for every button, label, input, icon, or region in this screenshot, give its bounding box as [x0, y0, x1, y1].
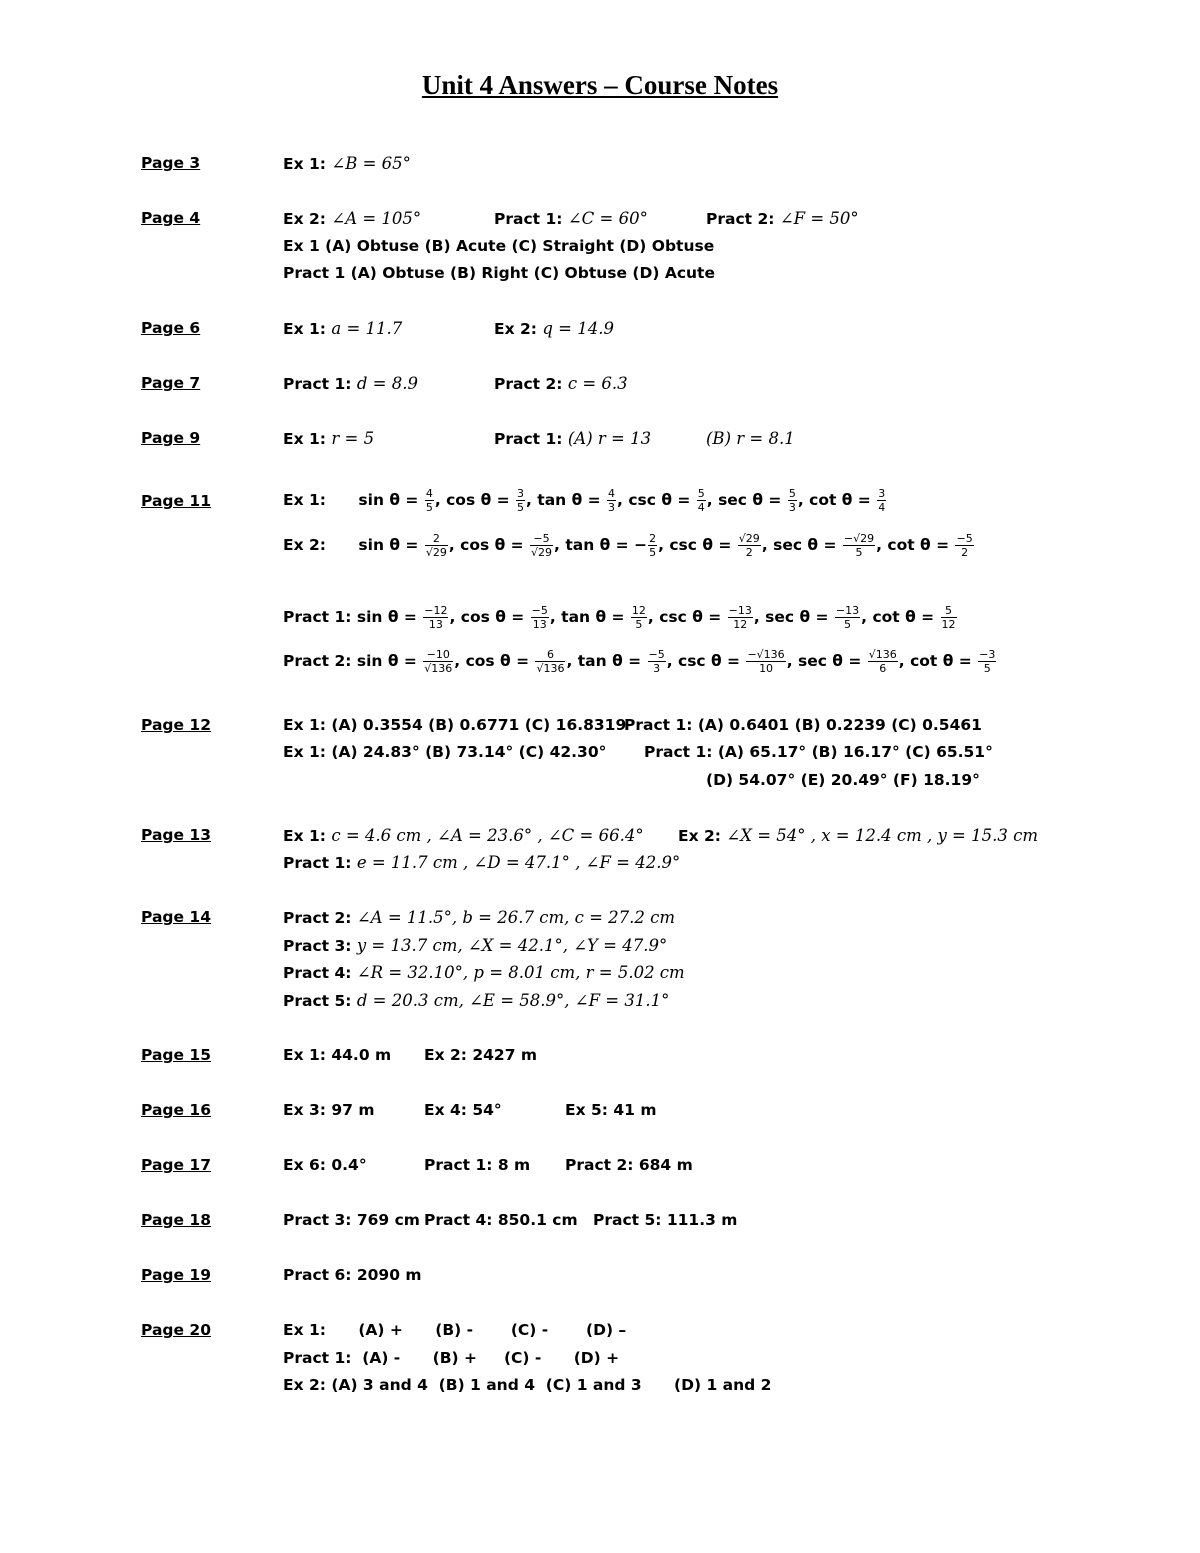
- answer-line: Pract 1: (A) 65.17° (B) 16.17° (C) 65.51°: [644, 743, 993, 761]
- answer-line: Pract 2: c = 6.3: [494, 374, 628, 393]
- answer-line: Ex 1: 44.0 m: [283, 1046, 392, 1064]
- answer-line: Ex 6: 0.4°: [283, 1156, 367, 1174]
- answer-line: Ex 2: ∠A = 105°: [283, 209, 422, 228]
- trig-row-pract2: Pract 2: sin θ = $\frac{-10}{√136}$ , cos θ = $\frac{6}{√136}$ , tan θ = $\frac{-5}{3}$ , csc θ = $\frac{-√136}{10}$ , sec θ = $\frac{√136}{6}$ , cot θ = $\frac{-3}{5}$: [283, 648, 996, 675]
- answer-line: Pract 4: ∠R = 32.10°, p = 8.01 cm, r = 5.02 cm: [283, 963, 685, 982]
- page-label: Page 12: [141, 716, 211, 734]
- answer-line: Pract 5: d = 20.3 cm, ∠E = 58.9°, ∠F = 31.1°: [283, 991, 670, 1010]
- fraction: $\frac{2}{√29}$: [425, 532, 447, 559]
- answer-line: Ex 1: (A) 24.83° (B) 73.14° (C) 42.30°: [283, 743, 607, 761]
- answer-line: Pract 3: 769 cm: [283, 1211, 420, 1229]
- answer-line: Pract 2: 684 m: [565, 1156, 693, 1174]
- answer-line: Ex 5: 41 m: [565, 1101, 657, 1119]
- answer-line: Ex 2: q = 14.9: [494, 319, 614, 338]
- fraction: $\frac{-√29}{5}$: [843, 532, 875, 559]
- page-label: Page 15: [141, 1046, 211, 1064]
- answer-line: Pract 3: y = 13.7 cm, ∠X = 42.1°, ∠Y = 47.9°: [283, 936, 668, 955]
- answer-line: Pract 1: (A) r = 13: [494, 429, 652, 448]
- page-label: Page 16: [141, 1101, 211, 1119]
- fraction: $\frac{4}{5}$: [425, 487, 433, 514]
- page-label: Page 18: [141, 1211, 211, 1229]
- answer-line: Ex 1: ∠B = 65°: [283, 154, 411, 173]
- page-label: Page 7: [141, 374, 201, 392]
- answer-line: Ex 4: 54°: [424, 1101, 502, 1119]
- fraction: $\frac{3}{4}$: [878, 487, 886, 514]
- answer-line: Ex 1: r = 5: [283, 429, 375, 448]
- fraction: $\frac{-12}{13}$: [424, 604, 448, 631]
- answer-line: Ex 1: c = 4.6 cm , ∠A = 23.6° , ∠C = 66.4°: [283, 826, 644, 845]
- fraction: $\frac{-3}{5}$: [979, 648, 996, 675]
- answer-line: Ex 1: a = 11.7: [283, 319, 403, 338]
- page-label: Page 4: [141, 209, 201, 227]
- page-label: Page 9: [141, 429, 201, 447]
- trig-row-ex2: Ex 2: sin θ = $\frac{2}{√29}$ , cos θ = $\frac{-5}{√29}$ , tan θ = − $\frac{2}{5}$ , csc θ = $\frac{√29}{2}$ , sec θ = $\frac{-√29}{5}$ , cot θ = $\frac{-5}{2}$: [283, 532, 973, 559]
- answer-line: Ex 1: (A) + (B) - (C) - (D) –: [283, 1321, 627, 1339]
- fraction: $\frac{5}{4}$: [697, 487, 705, 514]
- answer-line: Ex 1 (A) Obtuse (B) Acute (C) Straight (D) Obtuse: [283, 237, 715, 255]
- answer-line: Pract 2: ∠A = 11.5°, b = 26.7 cm, c = 27.2 cm: [283, 908, 676, 927]
- fraction: $\frac{5}{3}$: [788, 487, 796, 514]
- trig-row-pract1: Pract 1: sin θ = $\frac{-12}{13}$ , cos θ = $\frac{-5}{13}$ , tan θ = $\frac{12}{5}$ , csc θ = $\frac{-13}{12}$ , sec θ = $\frac{-13}{5}$ , cot θ = $\frac{5}{12}$: [283, 604, 956, 631]
- answer-line: (B) r = 8.1: [706, 429, 795, 448]
- answer-line: Pract 1: 8 m: [424, 1156, 531, 1174]
- fraction: $\frac{√29}{2}$: [738, 532, 760, 559]
- page-label: Page 11: [141, 492, 211, 510]
- fraction: $\frac{-13}{5}$: [835, 604, 860, 631]
- answer-line: Pract 1: (A) - (B) + (C) - (D) +: [283, 1349, 620, 1367]
- page-label: Page 13: [141, 826, 211, 844]
- answer-line: Pract 1 (A) Obtuse (B) Right (C) Obtuse (D) Acute: [283, 264, 715, 282]
- answer-line: Ex 1: (A) 0.3554 (B) 0.6771 (C) 16.8319: [283, 716, 627, 734]
- fraction: $\frac{-5}{2}$: [956, 532, 973, 559]
- fraction: $\frac{4}{3}$: [608, 487, 616, 514]
- page-label: Page 17: [141, 1156, 211, 1174]
- trig-row-ex1: Ex 1: sin θ = $\frac{4}{5}$ , cos θ = $\frac{3}{5}$ , tan θ = $\frac{4}{3}$ , csc θ = $\frac{5}{4}$ , sec θ = $\frac{5}{3}$ , cot θ = $\frac{3}{4}$: [283, 487, 886, 514]
- fraction: $\frac{2}{5}$: [649, 532, 657, 559]
- answer-line: Ex 2: ∠X = 54° , x = 12.4 cm , y = 15.3 cm: [678, 826, 1038, 845]
- answer-line: Pract 6: 2090 m: [283, 1266, 422, 1284]
- answer-line: Pract 2: ∠F = 50°: [706, 209, 859, 228]
- page-label: Page 3: [141, 154, 201, 172]
- page-label: Page 14: [141, 908, 211, 926]
- answer-line: Ex 3: 97 m: [283, 1101, 375, 1119]
- answer-line: Pract 1: (A) 0.6401 (B) 0.2239 (C) 0.5461: [624, 716, 982, 734]
- fraction: $\frac{√136}{6}$: [868, 648, 897, 675]
- answer-line: Pract 1: e = 11.7 cm , ∠D = 47.1° , ∠F = 42.9°: [283, 853, 681, 872]
- answer-line: Pract 5: 111.3 m: [593, 1211, 738, 1229]
- fraction: $\frac{-10}{√136}$: [424, 648, 453, 675]
- page-label: Page 19: [141, 1266, 211, 1284]
- answer-line: Ex 2: (A) 3 and 4 (B) 1 and 4 (C) 1 and 3 (D) 1 and 2: [283, 1376, 772, 1394]
- answer-line: Pract 4: 850.1 cm: [424, 1211, 578, 1229]
- fraction: $\frac{12}{5}$: [631, 604, 646, 631]
- document-title: Unit 4 Answers – Course Notes: [421, 70, 779, 100]
- answer-line: Pract 1: ∠C = 60°: [494, 209, 648, 228]
- page-label: Page 20: [141, 1321, 211, 1339]
- fraction: $\frac{-5}{√29}$: [531, 532, 553, 559]
- fraction: $\frac{-13}{12}$: [728, 604, 752, 631]
- fraction: $\frac{-5}{13}$: [531, 604, 548, 631]
- fraction: $\frac{-5}{3}$: [648, 648, 665, 675]
- page-label: Page 6: [141, 319, 201, 337]
- answer-line: Pract 1: d = 8.9: [283, 374, 418, 393]
- fraction: $\frac{6}{√136}$: [536, 648, 565, 675]
- fraction: $\frac{5}{12}$: [941, 604, 956, 631]
- fraction: $\frac{-√136}{10}$: [747, 648, 785, 675]
- fraction: $\frac{3}{5}$: [517, 487, 524, 514]
- answer-line: Ex 2: 2427 m: [424, 1046, 538, 1064]
- answer-line: (D) 54.07° (E) 20.49° (F) 18.19°: [706, 771, 980, 789]
